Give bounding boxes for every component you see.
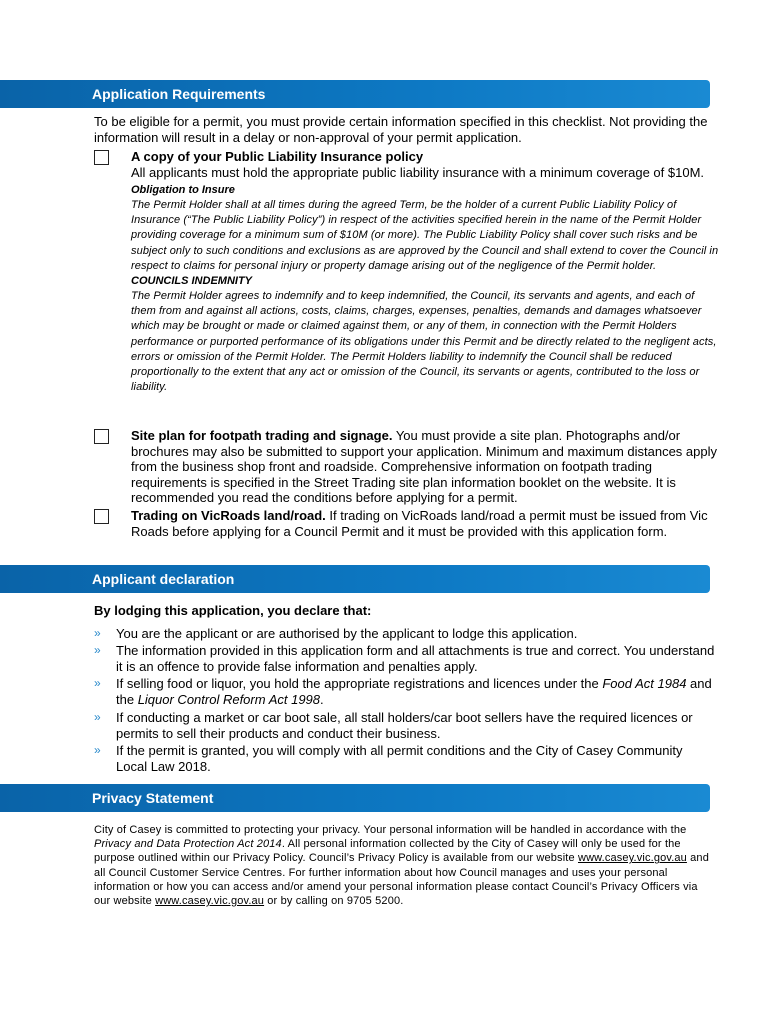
item-site-plan (131, 428, 721, 506)
declaration-item: If the permit is granted, you will comply with all permit conditions and the City of Casey Community Local Law 2018. (116, 743, 683, 774)
privacy-text: City of Casey is committed to protecting your privacy. Your personal information will be handled in accordance with the Privacy and Data Protection Act 2014. All personal information collected by the City of Casey will only be used for the purpose outlined within our Privacy Policy. Council’s Privacy Policy is available from our website www.casey.vic.gov.au and all Council Customer Service Centres. For further information about how Council manages and uses your personal information or how you can access and/or amend your personal information please contact Council’s Privacy Officers via our website www.casey.vic.gov.au or by calling on 9705 5200. (94, 824, 709, 908)
item-body: All applicants must hold the appropriate public liability insurance with a minimum coverage of $10M. (131, 164, 705, 180)
item-vicroads (131, 508, 721, 539)
section-title: Privacy Statement (92, 790, 214, 806)
bullet-icon: » (94, 710, 101, 724)
liquor-act: Liquor Control Reform Act 1998 (137, 691, 321, 707)
section-header-privacy (0, 784, 710, 812)
checkbox-vicroads[interactable] (94, 509, 109, 524)
bullet-icon: » (94, 743, 101, 757)
item-body: You must provide a site plan. Photographs and/or brochures may also be submitted to support your application. Minimum and maximum distances apply from the business shop front and roadside. Comprehensive information on footpath trading requirements is specified in the Street Trading site plan information booklet on the website. It is recommended you read the conditions before applying for a permit. (131, 428, 717, 505)
bullet-icon: » (94, 643, 101, 657)
section-title: Application Requirements (92, 86, 266, 102)
item-body: If trading on VicRoads land/road a permit must be issued from Vic Roads before applying for a Council Permit and it must be provided with this application form. (131, 508, 708, 539)
item-title: Site plan for footpath trading and signage. (131, 428, 393, 443)
obligation-heading: Obligation to Insure (131, 184, 235, 196)
section-header-declaration (0, 565, 710, 593)
website-link[interactable]: www.casey.vic.gov.au (577, 852, 687, 865)
checkbox-site-plan[interactable] (94, 429, 109, 444)
obligation-text: The Permit Holder shall at all times during the agreed Term, be the holder of a current Public Liability Policy of Insurance (“The Public Liability Policy”) in respect of the activities specified herein in the name of the Permit Holder providing coverage for a minimum sum of $10M (or more). The Public Liability Policy shall cover such risks and be subject only to such conditions and exclusions as are approved by the Council and shall extend to cover the Council in respect to claims for personal injury or property damage arising out of the negligence of the Permit holder. (131, 199, 719, 272)
item-public-liability (131, 149, 721, 395)
requirements-intro: To be eligible for a permit, you must provide certain information specified in this checklist. Not providing the information will result in a delay or non-approval of your permit application. (94, 114, 708, 145)
privacy-act: Privacy and Data Protection Act 2014 (94, 838, 282, 851)
bullet-icon: » (94, 626, 101, 640)
website-link[interactable]: www.casey.vic.gov.au (155, 895, 265, 908)
declaration-item: If conducting a market or car boot sale, all stall holders/car boot sellers have the required licences or permits to sell their products and conduct their business. (116, 710, 693, 741)
indemnity-text: The Permit Holder agrees to indemnify and to keep indemnified, the Council, its servants and agents, and each of them from and against all actions, costs, claims, charges, expenses, penalties, demands and damages whatsoever which may be brought or made or claimed against them, or any of them, in connection with the Permit Holders performance or purported performance of its obligations under this Permit and be directly related to the negligent acts, errors or omission of the Permit Holder. The Permit Holders liability to indemnify the Council shall be reduced proportionally to the extent that any act or omission of the Council, its servants or agents, contributed to the loss or liability. (131, 290, 717, 394)
checkbox-public-liability[interactable] (94, 150, 109, 165)
item-title: A copy of your Public Liability Insurance policy (131, 149, 424, 164)
indemnity-heading: COUNCILS INDEMNITY (131, 275, 252, 288)
food-act: Food Act 1984 (602, 676, 687, 691)
bullet-icon: » (94, 676, 101, 690)
declaration-item: You are the applicant or are authorised by the applicant to lodge this application. (116, 626, 578, 641)
declaration-lead: By lodging this application, you declare that: (94, 603, 372, 618)
item-title: Trading on VicRoads land/road. (131, 508, 326, 523)
section-title: Applicant declaration (92, 571, 235, 587)
section-header-requirements (0, 80, 710, 108)
declaration-item: The information provided in this application form and all attachments is true and correct. You understand it is an offence to provide false information and penalties apply. (116, 643, 715, 674)
declaration-item: If selling food or liquor, you hold the appropriate registrations and licences under the Food Act 1984 and the Liquor Control Reform Act 1998. (116, 676, 712, 707)
